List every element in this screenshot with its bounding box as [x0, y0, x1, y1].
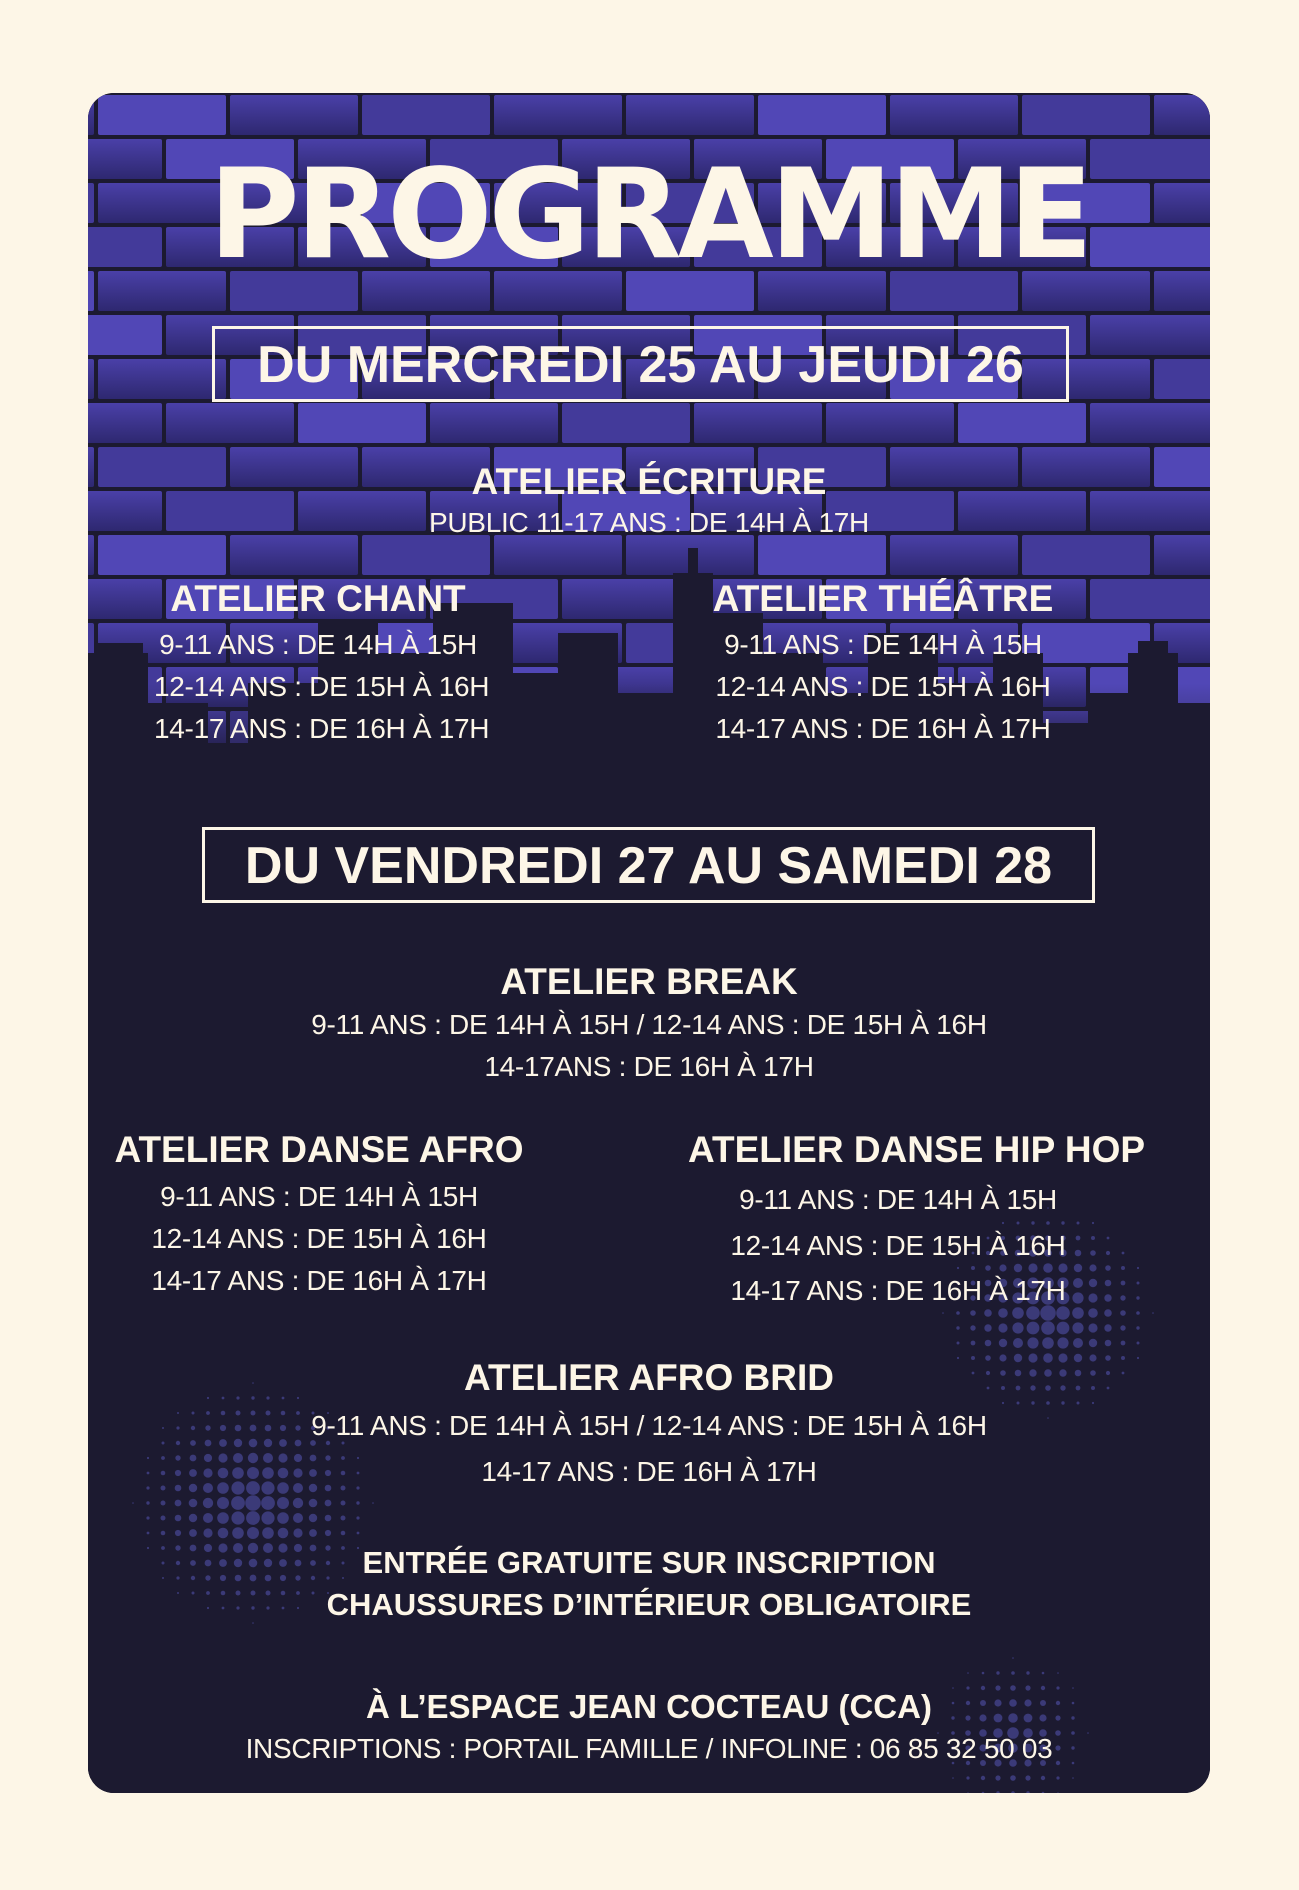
workshop-danse-afro-line-2: 12-14 ANS : DE 15H À 16H — [151, 1223, 487, 1254]
page-title: PROGRAMME — [208, 143, 1090, 287]
workshop-chant-line-2: 12-14 ANS : DE 15H À 16H — [154, 671, 490, 702]
note-free-entry: ENTRÉE GRATUITE SUR INSCRIPTION — [362, 1545, 936, 1580]
poster — [88, 93, 1210, 1793]
contact-info: INSCRIPTIONS : PORTAIL FAMILLE / INFOLINE : 06 85 32 50 03 — [245, 1733, 1053, 1764]
note-indoor-shoes: CHAUSSURES D’INTÉRIEUR OBLIGATOIRE — [326, 1587, 972, 1622]
workshop-danse-afro-line-1: 9-11 ANS : DE 14H À 15H — [160, 1181, 478, 1212]
workshop-break-title: ATELIER BREAK — [500, 961, 798, 1002]
workshop-afro-brid-line-2: 14-17 ANS : DE 16H À 17H — [481, 1456, 817, 1487]
workshop-theatre-title: ATELIER THÉÂTRE — [712, 578, 1054, 619]
workshop-danse-afro-line-3: 14-17 ANS : DE 16H À 17H — [151, 1265, 487, 1296]
date-range-week1: DU MERCREDI 25 AU JEUDI 26 — [212, 326, 1069, 402]
workshop-afro-brid-line-1: 9-11 ANS : DE 14H À 15H / 12-14 ANS : DE 15H À 16H — [311, 1410, 987, 1441]
workshop-chant-line-1: 9-11 ANS : DE 14H À 15H — [159, 629, 477, 660]
workshop-theatre-line-1: 9-11 ANS : DE 14H À 15H — [724, 629, 1042, 660]
poster-content — [88, 93, 1210, 1793]
workshop-danse-afro-title: ATELIER DANSE AFRO — [114, 1129, 524, 1170]
workshop-ecriture-line: PUBLIC 11-17 ANS : DE 14H À 17H — [429, 507, 869, 538]
workshop-ecriture-title: ATELIER ÉCRITURE — [471, 461, 827, 502]
workshop-danse-hiphop-title: ATELIER DANSE HIP HOP — [688, 1129, 1146, 1170]
workshop-danse-hiphop-line-2: 12-14 ANS : DE 15H À 16H — [730, 1230, 1066, 1261]
date-range-week2: DU VENDREDI 27 AU SAMEDI 28 — [202, 827, 1095, 903]
venue: À L’ESPACE JEAN COCTEAU (CCA) — [366, 1688, 932, 1725]
workshop-theatre-line-2: 12-14 ANS : DE 15H À 16H — [715, 671, 1051, 702]
workshop-chant-line-3: 14-17 ANS : DE 16H À 17H — [154, 713, 490, 744]
workshop-theatre-line-3: 14-17 ANS : DE 16H À 17H — [715, 713, 1051, 744]
workshop-afro-brid-title: ATELIER AFRO BRID — [464, 1357, 834, 1398]
workshop-danse-hiphop-line-3: 14-17 ANS : DE 16H À 17H — [730, 1275, 1066, 1306]
workshop-chant-title: ATELIER CHANT — [170, 578, 466, 619]
workshop-break-line-1: 9-11 ANS : DE 14H À 15H / 12-14 ANS : DE 15H À 16H — [311, 1009, 987, 1040]
workshop-break-line-2: 14-17ANS : DE 16H À 17H — [484, 1051, 814, 1082]
workshop-danse-hiphop-line-1: 9-11 ANS : DE 14H À 15H — [739, 1184, 1057, 1215]
